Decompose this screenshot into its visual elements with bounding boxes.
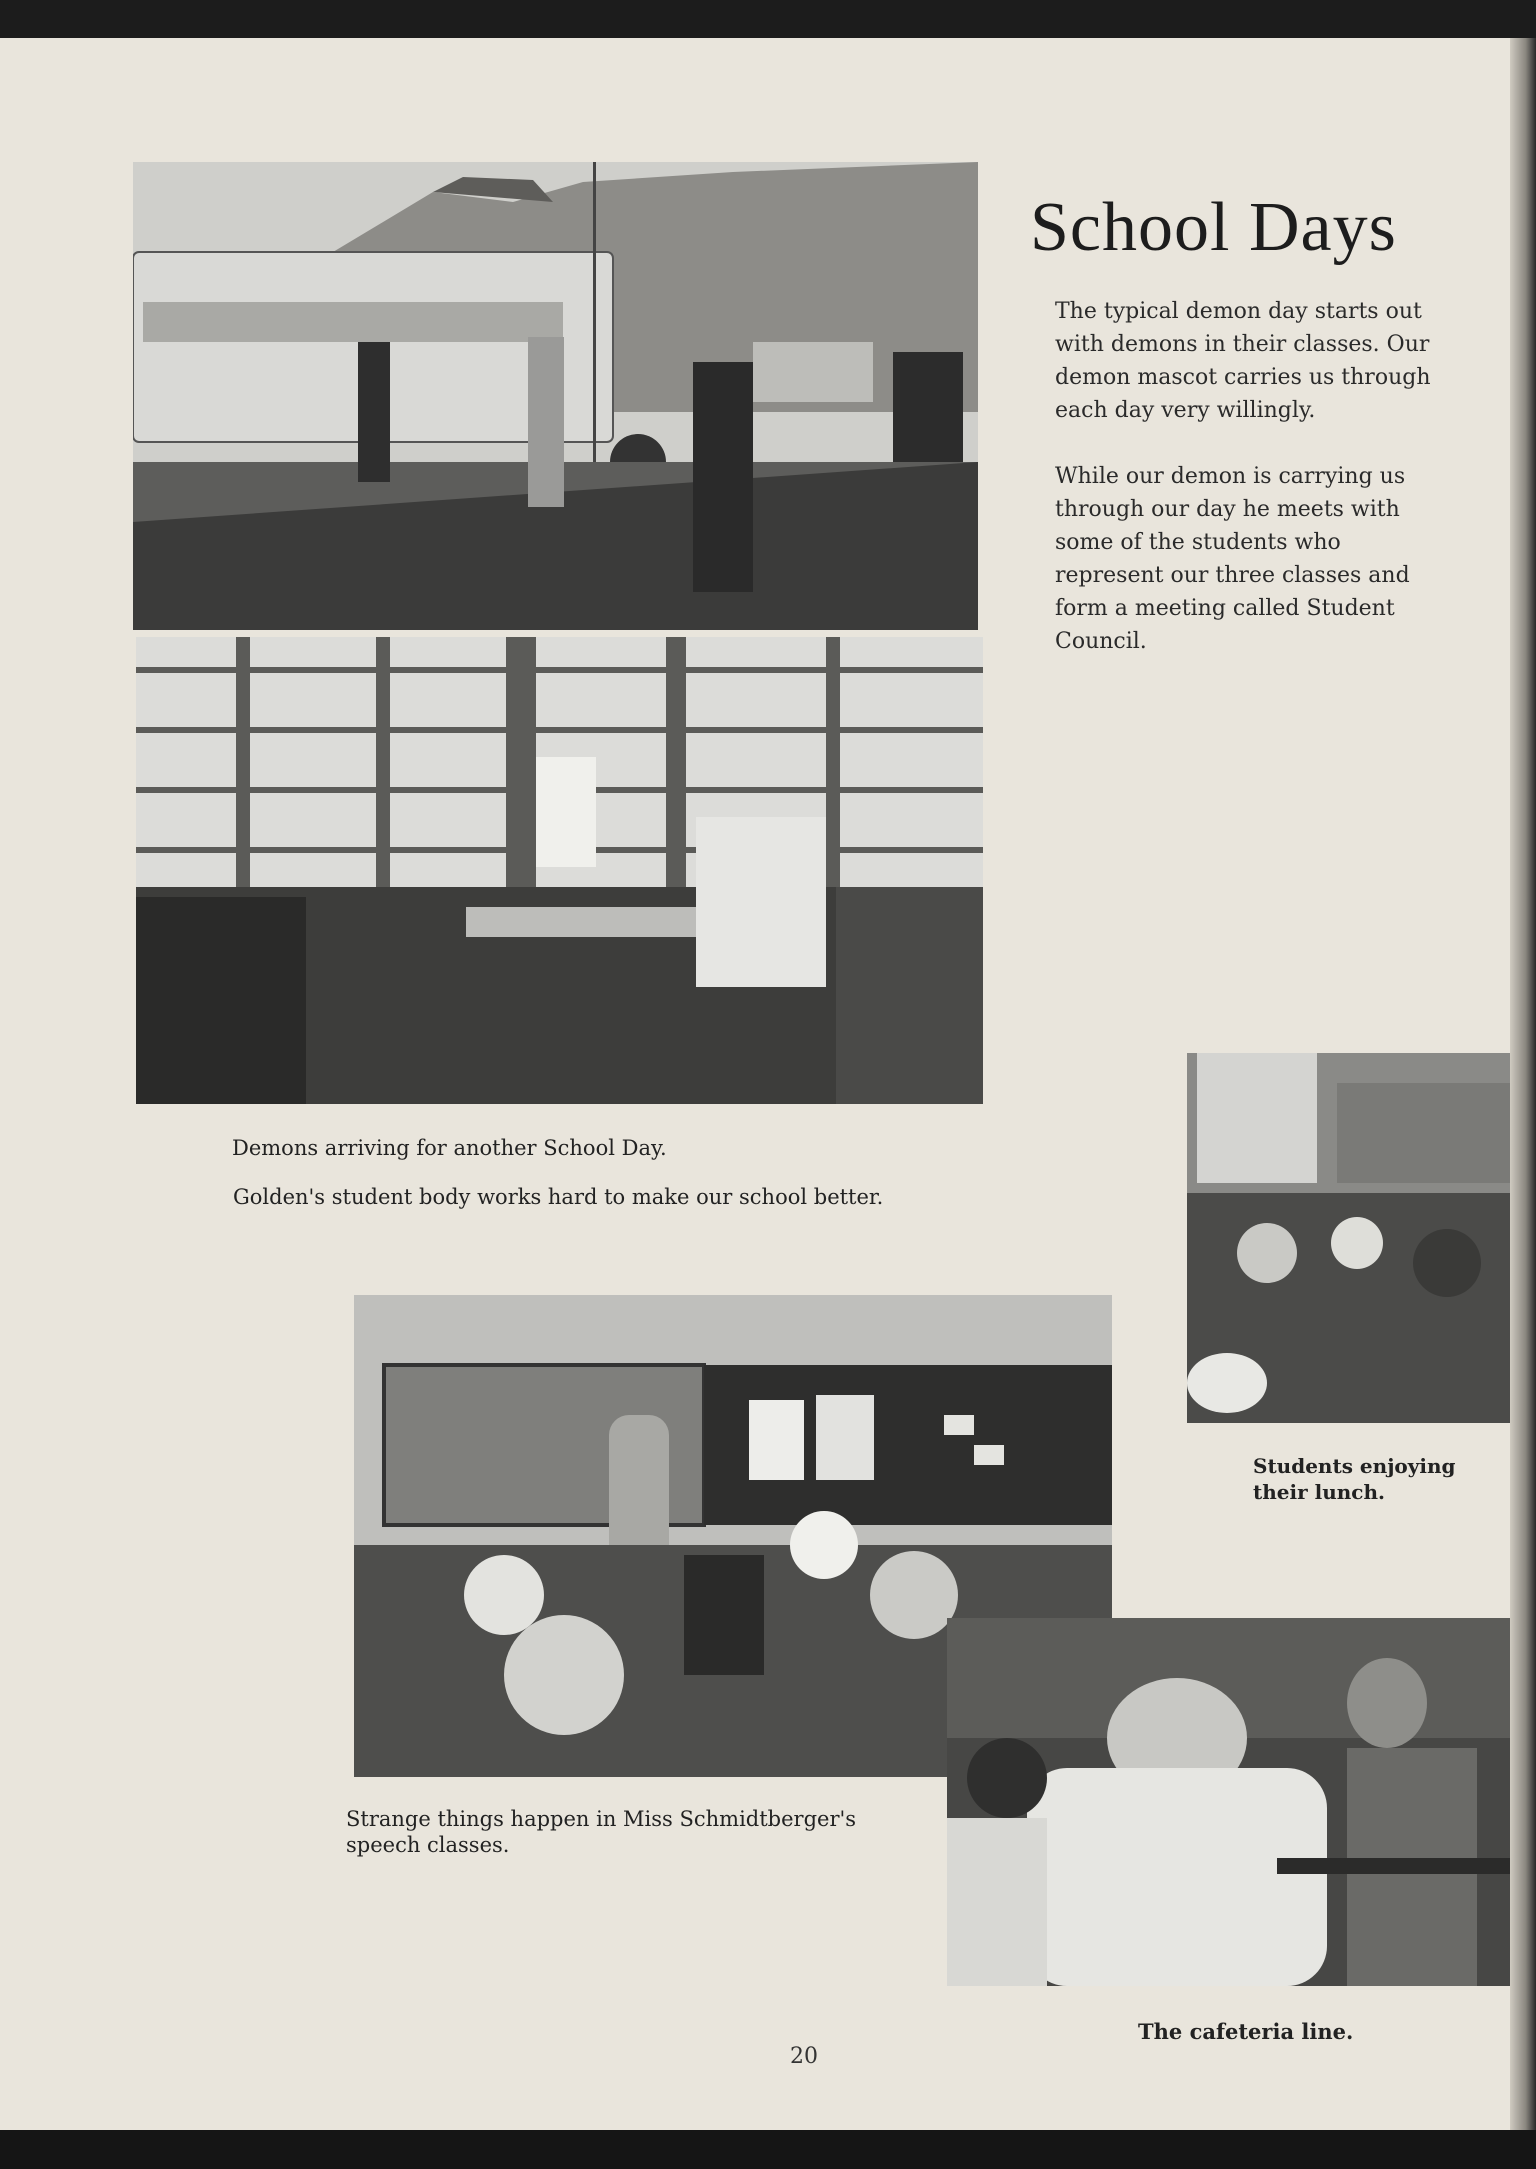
caption-speech-class: Strange things happen in Miss Schmidtberger's speech classes. — [346, 1807, 857, 1857]
caption-student-body: Golden's student body works hard to make our school better. — [233, 1185, 884, 1209]
lunch-photo — [1187, 1053, 1510, 1423]
intro-paragraph-2: While our demon is carrying us through our day he meets with some of the students who represent our three classes and form a meeting called Student Council. — [1055, 464, 1410, 654]
student-council-photo — [136, 637, 983, 1104]
bus-arrival-photo — [133, 162, 978, 630]
page-binding-edge — [1510, 38, 1536, 2130]
intro-paragraph-1: The typical demon day starts out with demons in their classes. Our demon mascot carries us through each day very willingly. — [1055, 299, 1431, 423]
page-number: 20 — [790, 2044, 818, 2069]
caption-bus-arrival: Demons arriving for another School Day. — [232, 1136, 667, 1160]
scan-bottom-band — [0, 2130, 1536, 2169]
page-title: School Days — [1030, 189, 1397, 266]
caption-lunch: Students enjoying their lunch. — [1253, 1454, 1456, 1504]
cafeteria-line-photo — [947, 1618, 1510, 1986]
caption-cafeteria-line: The cafeteria line. — [1138, 2019, 1354, 2044]
